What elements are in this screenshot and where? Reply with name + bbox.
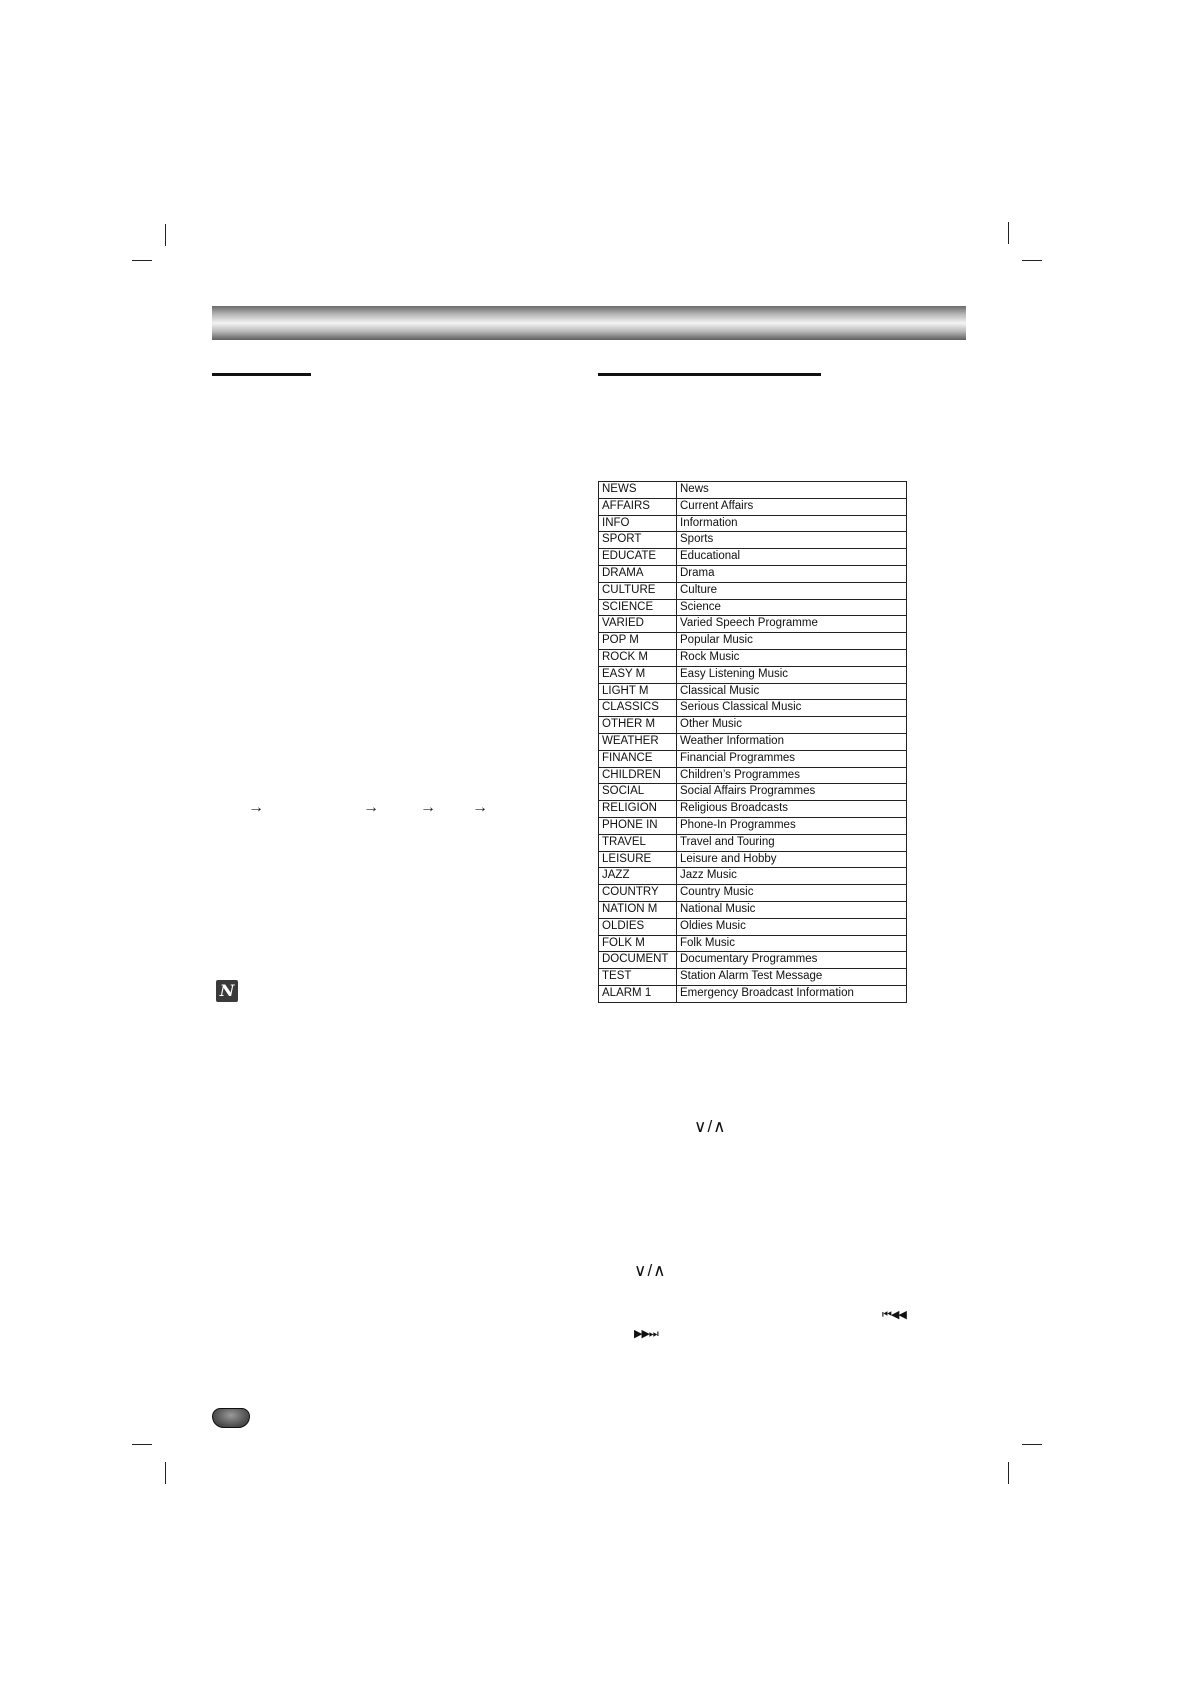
arrow-icon: → [472, 799, 488, 816]
table-row [599, 532, 907, 549]
table-row [599, 498, 907, 515]
table-row [599, 868, 907, 885]
pty-code-cell: SPORT [599, 532, 677, 549]
arrow-icon: → [248, 799, 264, 816]
pty-meaning-cell: Easy Listening Music [677, 666, 907, 683]
pty-meaning-cell: Financial Programmes [677, 750, 907, 767]
pty-meaning-cell: Children’s Programmes [677, 767, 907, 784]
pty-meaning-cell: Rock Music [677, 649, 907, 666]
table-row [599, 733, 907, 750]
pty-meaning-cell: Weather Information [677, 733, 907, 750]
table-row [599, 700, 907, 717]
table-row [599, 817, 907, 834]
pty-meaning-cell: Classical Music [677, 683, 907, 700]
arrow-icon: → [363, 799, 379, 816]
table-row [599, 717, 907, 734]
table-row [599, 515, 907, 532]
pty-table [598, 481, 907, 1003]
table-row [599, 750, 907, 767]
table-row [599, 784, 907, 801]
pty-meaning-cell: News [677, 482, 907, 499]
pty-code-cell: DRAMA [599, 565, 677, 582]
table-row [599, 801, 907, 818]
pty-code-cell: FOLK M [599, 935, 677, 952]
pty-code-cell: ROCK M [599, 649, 677, 666]
pty-meaning-cell: Jazz Music [677, 868, 907, 885]
pty-meaning-cell: Culture [677, 582, 907, 599]
down-up-icon: ∨/∧ [694, 1117, 727, 1136]
pty-code-cell: RELIGION [599, 801, 677, 818]
crop-mark [132, 1444, 152, 1445]
arrow-icon: → [420, 799, 436, 816]
pty-meaning-cell: Travel and Touring [677, 834, 907, 851]
table-row [599, 649, 907, 666]
pty-code-cell: LIGHT M [599, 683, 677, 700]
crop-mark [132, 260, 152, 261]
table-row [599, 918, 907, 935]
table-row [599, 633, 907, 650]
page-number-tab [212, 1408, 250, 1428]
pty-meaning-cell: Country Music [677, 885, 907, 902]
table-row [599, 616, 907, 633]
pty-code-cell: TRAVEL [599, 834, 677, 851]
table-row [599, 901, 907, 918]
skip-rewind-icon: ⏮◀◀ [882, 1308, 906, 1321]
pty-meaning-cell: Social Affairs Programmes [677, 784, 907, 801]
pty-meaning-cell: Leisure and Hobby [677, 851, 907, 868]
table-row [599, 834, 907, 851]
table-row [599, 952, 907, 969]
crop-mark [1008, 222, 1009, 244]
pty-meaning-cell: Religious Broadcasts [677, 801, 907, 818]
pty-meaning-cell: National Music [677, 901, 907, 918]
pty-meaning-cell: Science [677, 599, 907, 616]
right-heading-rule [598, 373, 821, 376]
pty-meaning-cell: Folk Music [677, 935, 907, 952]
table-row [599, 935, 907, 952]
table-row [599, 985, 907, 1002]
pty-code-cell: TEST [599, 969, 677, 986]
pty-meaning-cell: Varied Speech Programme [677, 616, 907, 633]
pty-meaning-cell: Sports [677, 532, 907, 549]
pty-meaning-cell: Emergency Broadcast Information [677, 985, 907, 1002]
forward-skip-icon: ▶▶⏭ [634, 1327, 658, 1340]
table-row [599, 851, 907, 868]
pty-meaning-cell: Documentary Programmes [677, 952, 907, 969]
pty-meaning-cell: Serious Classical Music [677, 700, 907, 717]
pty-meaning-cell: Phone-In Programmes [677, 817, 907, 834]
pty-meaning-cell: Information [677, 515, 907, 532]
pty-code-cell: SCIENCE [599, 599, 677, 616]
pty-code-cell: NEWS [599, 482, 677, 499]
table-row [599, 885, 907, 902]
crop-mark [1022, 260, 1042, 261]
pty-code-cell: COUNTRY [599, 885, 677, 902]
section-header-bar [212, 306, 966, 340]
pty-code-cell: AFFAIRS [599, 498, 677, 515]
pty-meaning-cell: Educational [677, 549, 907, 566]
pty-meaning-cell: Popular Music [677, 633, 907, 650]
pty-meaning-cell: Oldies Music [677, 918, 907, 935]
table-row [599, 599, 907, 616]
table-row [599, 565, 907, 582]
pty-code-cell: INFO [599, 515, 677, 532]
pty-code-cell: CHILDREN [599, 767, 677, 784]
pty-code-cell: CULTURE [599, 582, 677, 599]
table-row [599, 767, 907, 784]
pty-code-cell: LEISURE [599, 851, 677, 868]
table-row [599, 683, 907, 700]
crop-mark [165, 224, 166, 246]
pty-code-cell: DOCUMENT [599, 952, 677, 969]
note-icon: N [216, 980, 238, 1002]
pty-meaning-cell: Other Music [677, 717, 907, 734]
crop-mark [165, 1462, 166, 1484]
pty-code-cell: OLDIES [599, 918, 677, 935]
pty-code-cell: ALARM 1 [599, 985, 677, 1002]
pty-meaning-cell: Station Alarm Test Message [677, 969, 907, 986]
table-row [599, 549, 907, 566]
table-row [599, 666, 907, 683]
table-row [599, 582, 907, 599]
down-up-icon: ∨/∧ [634, 1261, 667, 1280]
pty-code-cell: VARIED [599, 616, 677, 633]
pty-code-cell: EDUCATE [599, 549, 677, 566]
crop-mark [1022, 1444, 1042, 1445]
pty-code-cell: PHONE IN [599, 817, 677, 834]
pty-code-cell: WEATHER [599, 733, 677, 750]
pty-code-cell: SOCIAL [599, 784, 677, 801]
table-row [599, 482, 907, 499]
pty-code-cell: FINANCE [599, 750, 677, 767]
pty-code-cell: EASY M [599, 666, 677, 683]
left-heading-rule [212, 373, 311, 376]
pty-meaning-cell: Drama [677, 565, 907, 582]
pty-code-cell: CLASSICS [599, 700, 677, 717]
pty-code-cell: JAZZ [599, 868, 677, 885]
pty-meaning-cell: Current Affairs [677, 498, 907, 515]
pty-code-cell: NATION M [599, 901, 677, 918]
pty-code-cell: OTHER M [599, 717, 677, 734]
crop-mark [1008, 1462, 1009, 1484]
pty-code-cell: POP M [599, 633, 677, 650]
table-row [599, 969, 907, 986]
